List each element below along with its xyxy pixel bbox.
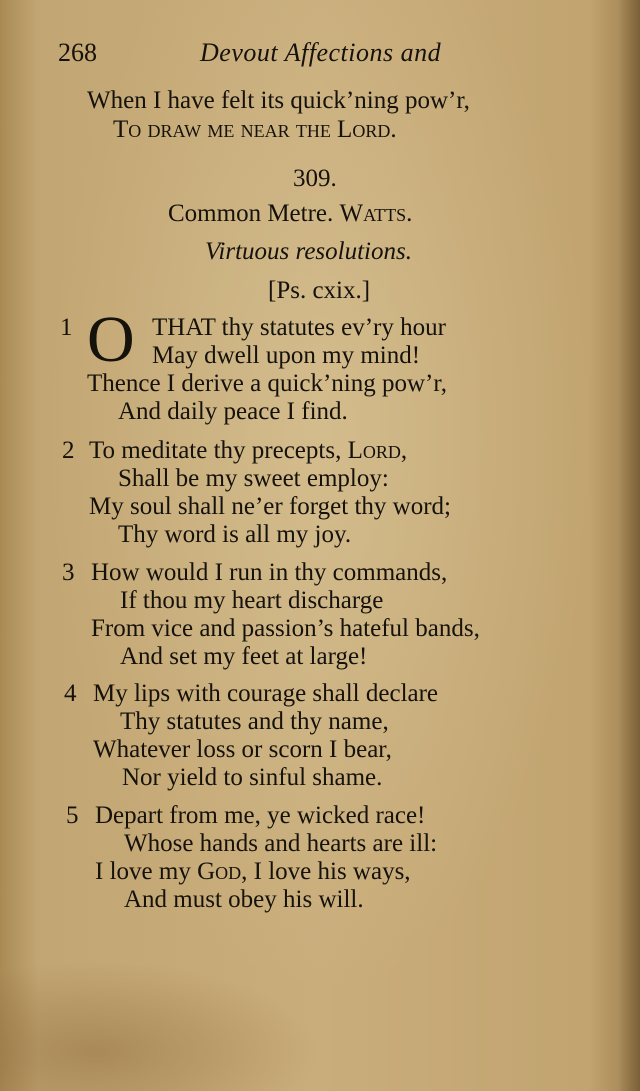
verse-4-line-4: Nor yield to sinful shame. [122,764,383,791]
verse-5-line-4: And must obey his will. [124,886,364,913]
verse-4-line-1: My lips with courage shall declare [93,680,439,707]
hymn-title: Virtuous resolutions. [205,238,412,265]
verse-2-line-2: Shall be my sweet employ: [118,465,389,492]
verse-3-line-3: From vice and passion’s hateful bands, [91,615,480,642]
verse-number-5: 5 [66,802,79,829]
verse-3-line-1: How would I run in thy commands, [91,559,448,586]
verse-5-line-1: Depart from me, ye wicked race! [95,802,426,829]
hymn-number: 309. [293,165,337,192]
verse-3-line-2: If thou my heart discharge [120,587,384,614]
verse-2-line-1: To meditate thy precepts, Lord, [89,437,408,464]
verse-2-line-3: My soul shall ne’er forget thy word; [89,493,451,520]
verse-5-line-2: Whose hands and hearts are ill: [124,830,438,857]
hymn-metre [168,199,412,229]
metre-text: Common Metre. [168,200,334,227]
verse-number-3: 3 [62,559,75,586]
verse-number-4: 4 [64,680,77,707]
page-stain [0,960,320,1091]
verse-4-line-2: Thy statutes and thy name, [120,708,389,735]
verse-5-line-3: I love my God, I love his ways, [95,858,411,885]
page-edge-shadow [618,0,640,1091]
drop-cap: O [87,303,135,376]
verse-2-line-4: Thy word is all my joy. [118,521,352,548]
verse-1-line-1: THAT thy statutes ev’ry hour [152,314,446,341]
hymn-reference: [Ps. cxix.] [268,277,371,304]
running-title: Devout Affections and [200,38,442,67]
carryover-line-2: To draw me near the Lord. [113,116,397,143]
carryover-line-1: When I have felt its quick’ning pow’r, [87,87,470,114]
hymn-author: Watts. [339,200,413,227]
verse-4-line-3: Whatever loss or scorn I bear, [93,736,392,763]
verse-1-line-2: May dwell upon my mind! [152,342,421,369]
verse-number-2: 2 [62,437,75,464]
verse-number-1: 1 [60,314,73,341]
verse-3-line-4: And set my feet at large! [120,643,368,670]
verse-1-line-3: Thence I derive a quick’ning pow’r, [87,370,447,397]
verse-1-line-4: And daily peace I find. [118,398,348,425]
page-number: 268 [58,38,97,67]
